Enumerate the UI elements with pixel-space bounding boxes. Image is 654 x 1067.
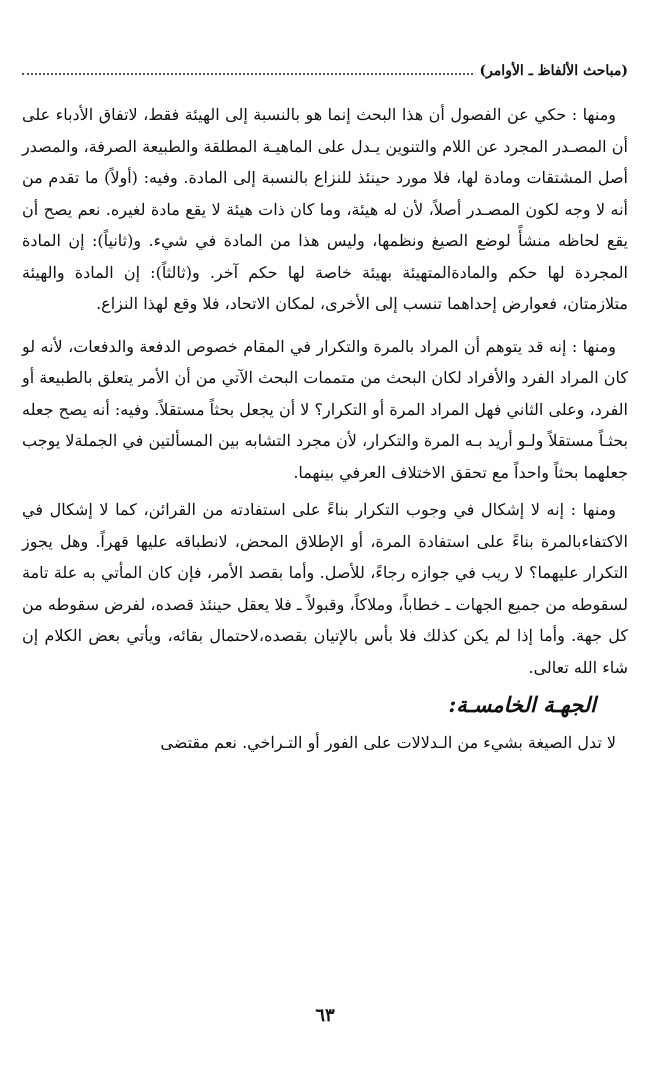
paragraph: ومنها : حكي عن الفصول أن هذا البحث إنما هو بالنسبة إلى الهيئة فقط، لاتفاق الأدباء على أن المصـدر المجرد عن اللام والتنوين يـدل على الماهيـة المطلقة والطبيعة الصرفة، والمصدر أصل المشتقات ومادة لها، فلا مورد حينئذ للنزاع بالنسبة إلى المادة. وفيه: (أولاً) ما تقدم من أنه لا وجه لكون المصـدر أصلاً، لأن له هيئة، وما كان ذات هيئة لا يقع مادة لغيره. نعم يصح أن يقع لحاظه منشأً لوضع الصيغ ونظمها، وليس هذا من المادة في شيء. و(ثانياً): إن المادة المجردة لها حكم والمادةالمتهيئة بهيئة خاصة لها حكم آخر. و(ثالثاً): إن المادة والهيئة متلازمتان، فعوارض إحداهما تنسب إلى الأخرى، لمكان الاتحاد، فلا وقع لهذا النزاع.	[22, 105, 628, 313]
running-header-title: (مباحث الألفاظ ـ الأوامر)	[479, 63, 628, 79]
paragraph: ومنها : إنه قد يتوهم أن المراد بالمرة والتكرار في المقام خصوص الدفعة والدفعات، لأنه لو كان المراد الفرد والأفراد لكان البحث من متممات البحث الآتي من أن الأمر يتعلق بالطبيعة أو الفرد، وعلى الثاني فهل المراد المرة أو التكرار؟ لا أن يجعل بحثاً مستقلاً. وفيه: أنه يصح جعله بحثـاً مستقلاً ولـو أريد بـه المرة والتكرار، لأن مجرد التشابه بين المسألتين في الجملةلا يوجب جعلهما بحثاً واحداً مع تحقق الاختلاف العرفي بينهما.	[22, 336, 628, 482]
book-page	[22, 0, 628, 1067]
section-paragraph: لا تدل الصيغة بشيء من الـدلالات على الفور أو التـراخي. نعم مقتضى	[160, 733, 616, 752]
paragraph: ومنها : إنه لا إشكال في وجوب التكرار بناءً على استفادته من القرائن، كما لا إشكال في الاكتفاءبالمرة بناءً على استفادة المرة، أو الإطلاق المحض، لانطباقه عليها قهراً. وهل يجوز التكرار عليهما؟ لا ريب في جوازه رجاءً، للأصل. وأما بقصد الأمر، فإن كان المأتي به علة تامة لسقوطه من جميع الجهات ـ خطاباً، وملاكاً، وقبولاً ـ فلا يعقل حينئذ قصده، لفرض سقوطه من كل جهة. وأما إذا لم يكن كذلك فلا بأس بالإتيان بقصده،لاحتمال بقائه، ويأتي بعض الكلام إن شاء الله تعالى.	[22, 500, 628, 677]
section-heading: الجهـة الخامسـة:	[448, 692, 596, 717]
page-body	[22, 99, 628, 759]
header-dotted-leader	[22, 73, 473, 75]
page-number: ٦٣	[315, 1005, 335, 1026]
running-header	[22, 58, 628, 84]
